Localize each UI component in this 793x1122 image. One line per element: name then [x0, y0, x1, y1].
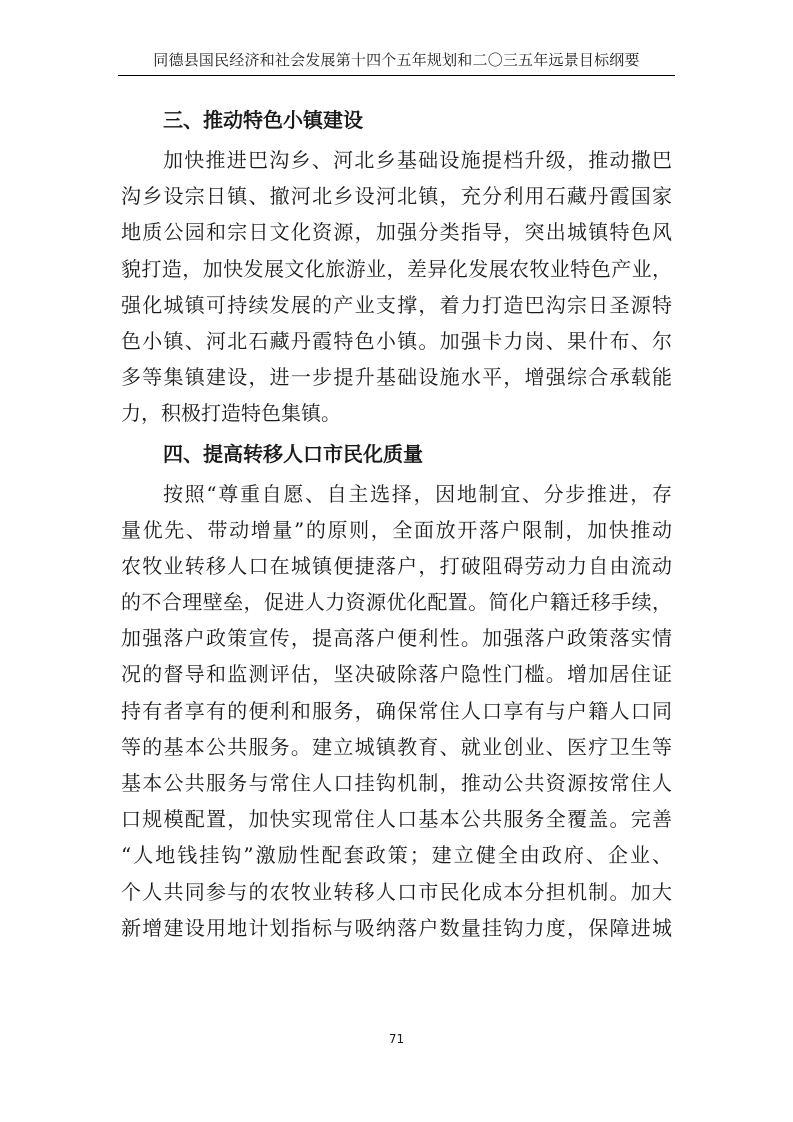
text-line: 强化城镇可持续发展的产业支撑，着力打造巴沟宗日圣源特: [121, 292, 672, 317]
running-header: 同德县国民经济和社会发展第十四个五年规划和二〇三五年远景目标纲要: [153, 51, 640, 69]
header-divider: [118, 75, 675, 76]
text-line: 多等集镇建设，进一步提升基础设施水平，增强综合承载能: [121, 365, 672, 390]
text-line: 基本公共服务与常住人口挂钩机制，推动公共资源按常住人: [121, 771, 672, 795]
text-line: 的不合理壁垒，促进人力资源优化配置。简化户籍迁移手续，: [121, 590, 672, 615]
text-line: 口规模配置，加快实现常住人口基本公共服务全覆盖。完善: [121, 807, 672, 832]
section-urbanization-quality: [121, 432, 672, 946]
text-line: 沟乡设宗日镇、撤河北乡设河北镇，充分利用石藏丹霞国家: [121, 184, 672, 209]
text-line: 农牧业转移人口在城镇便捷落户，打破阻碍劳动力自由流动: [121, 553, 672, 578]
text-line: 地质公园和宗日文化资源，加强分类指导，突出城镇特色风: [121, 220, 672, 245]
section-characteristic-towns: [121, 98, 672, 432]
text-line: “人地钱挂钩”激励性配套政策；建立健全由政府、企业、: [121, 843, 672, 868]
text-line: 况的督导和监测评估，坚决破除落户隐性门槛。增加居住证: [121, 662, 672, 687]
section-heading: 四、提高转移人口市民化质量: [163, 441, 423, 466]
text-line: 持有者享有的便利和服务，确保常住人口享有与户籍人口同: [121, 698, 672, 723]
text-line: 色小镇、河北石藏丹霞特色小镇。加强卡力岗、果什布、尔: [121, 328, 672, 353]
document-body: [121, 98, 672, 946]
text-line: 量优先、带动增量”的原则，全面放开落户限制，加快推动: [121, 517, 672, 542]
text-line: 加强落户政策宣传，提高落户便利性。加强落户政策落实情: [121, 626, 672, 651]
paragraph: [121, 142, 672, 432]
text-line: 加快推进巴沟乡、河北乡基础设施提档升级，推动撒巴: [163, 148, 672, 172]
text-line: 力，积极打造特色集镇。: [121, 401, 341, 426]
text-line: 貌打造，加快发展文化旅游业，差异化发展农牧业特色产业，: [121, 256, 672, 281]
page-number: 71: [388, 1032, 405, 1046]
text-line: 个人共同参与的农牧业转移人口市民化成本分担机制。加大: [121, 879, 672, 904]
section-heading: 三、推动特色小镇建设: [163, 108, 363, 132]
text-line: 新增建设用地计划指标与吸纳落户数量挂钩力度，保障进城: [121, 915, 672, 940]
text-line: 等的基本公共服务。建立城镇教育、就业创业、医疗卫生等: [121, 734, 672, 759]
paragraph: [121, 476, 672, 946]
text-line: 按照“尊重自愿、自主选择，因地制宜、分步推进，存: [163, 481, 672, 506]
